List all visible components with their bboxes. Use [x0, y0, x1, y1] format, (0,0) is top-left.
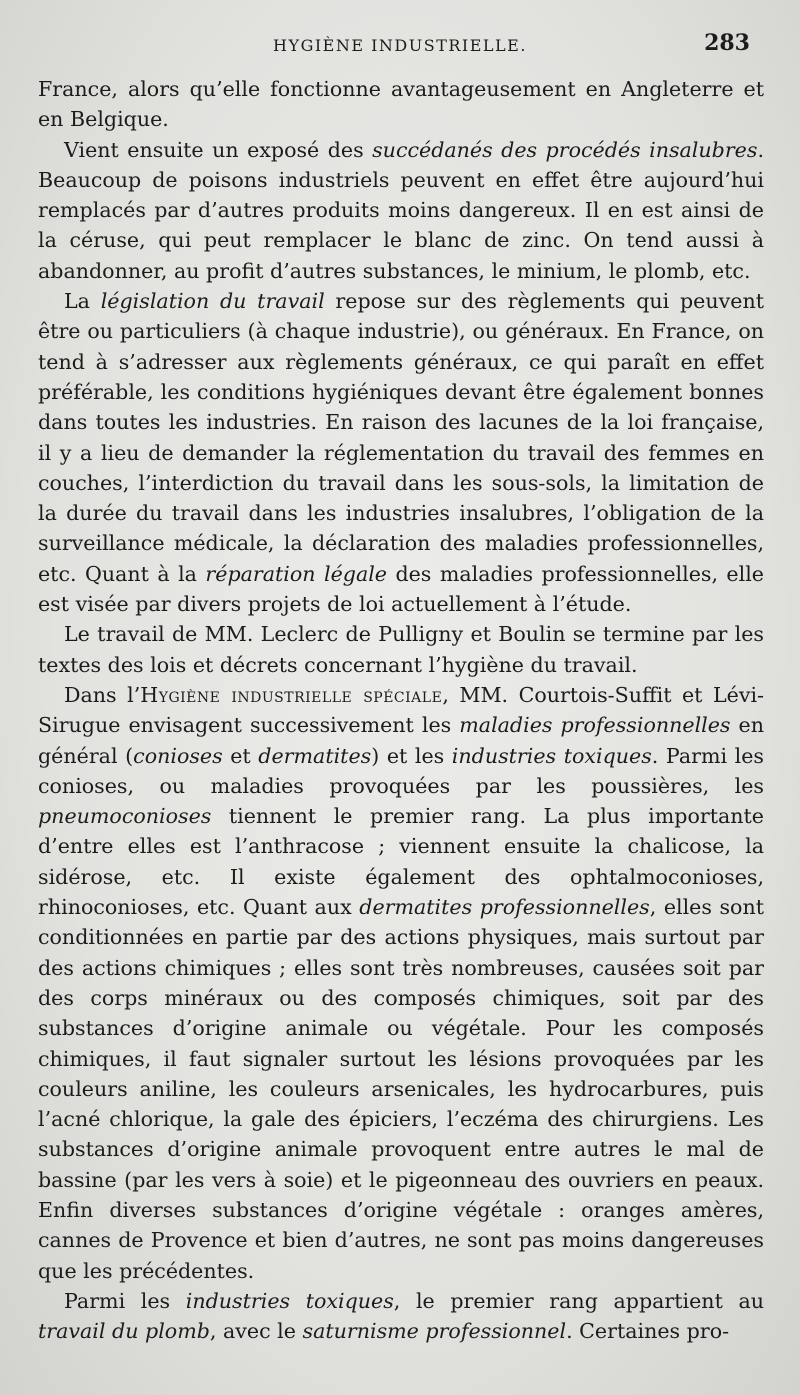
text-run: , avec le	[209, 1319, 303, 1344]
italic-run: dermatites professionnelles	[359, 895, 650, 920]
text-run: . Beaucoup de poisons industriels peuvent en effet être aujourd’hui remplacés par d’autres produits moins dangereux. Il en est ainsi de la céruse, qui peut remplacer le blanc de zinc. On tend aussi à abandonner, au profit d’autres substances, le minium, le plomb, etc.	[38, 137, 764, 283]
text-run: La	[64, 289, 101, 314]
italic-run: travail du plomb	[38, 1319, 210, 1344]
text-run: en général (	[38, 713, 765, 768]
text-run: Vient ensuite un exposé des	[64, 137, 373, 162]
italic-run: industries toxiques	[185, 1288, 394, 1313]
italic-run: succédanés des procédés insalubres	[372, 137, 758, 162]
page-number: 283	[704, 30, 750, 56]
body-text	[38, 74, 764, 1346]
text-run: , le premier rang appartient au	[393, 1288, 765, 1313]
italic-run: dermatites	[258, 743, 372, 768]
text-run: tiennent le premier rang. La plus importante d’entre elles est l’anthracose ; viennent ensuite la chalicose, la sidérose, etc. Il existe également des ophtalmoconioses, rhinoconioses, etc. Quant aux	[38, 804, 764, 920]
text-run: . Parmi les conioses, ou maladies provoquées par les poussières, les	[38, 743, 764, 798]
italic-run: saturnisme professionnel	[302, 1319, 567, 1344]
paragraph-1	[38, 74, 764, 135]
small-caps-run: Hygiène industrielle spéciale	[140, 682, 443, 707]
italic-run: législation du travail	[100, 289, 325, 314]
text-run: Dans l’	[64, 682, 141, 707]
italic-run: pneumoconioses	[38, 804, 212, 829]
text-run: repose sur des règlements qui peuvent être ou particuliers (à chaque industrie), ou généraux. En France, on tend à s’adresser aux règlements généraux, ce qui paraît en effet préférable, les conditions hygiéniques devant être également bonnes dans toutes les industries. En raison des lacunes de la loi française, il y a lieu de demander la réglementation du travail des femmes en couches, l’interdiction du travail dans les sous-sols, la limitation de la durée du travail dans les industries insalubres, l’obligation de la surveillance médicale, la déclaration des maladies professionnelles, etc. Quant à la	[38, 289, 764, 586]
paragraph-6	[38, 1286, 764, 1347]
text-run: . Certaines pro-	[566, 1319, 730, 1344]
page-header	[40, 30, 760, 66]
paragraph-2	[38, 135, 764, 286]
paragraph-4	[38, 619, 764, 680]
text-run: des maladies professionnelles, elle est visée par divers projets de loi actuellement à l’étude.	[38, 561, 764, 617]
italic-run: maladies professionnelles	[459, 713, 731, 738]
paragraph-1-text: France, alors qu’elle fonctionne avantageusement en Angleterre et en Belgique.	[38, 77, 764, 132]
text-run: , MM. Courtois-Suffit et Lévi-Sirugue envisagent successivement les	[38, 682, 764, 738]
running-title: HYGIÈNE INDUSTRIELLE.	[273, 36, 527, 55]
paragraph-5	[38, 680, 764, 1286]
text-run: , elles sont conditionnées en partie par des actions physiques, mais surtout par des actions chimiques ; elles sont très nombreuses, causées soit par des corps minéraux ou des composés chimiques, soit par des substances d’origine animale ou végétale. Pour les composés chimiques, il faut signaler surtout les lésions provoquées par les couleurs aniline, les couleurs arsenicales, les hydrocarbures, puis l’acné chlorique, la gale des épiciers, l’eczéma des chirurgiens. Les substances d’origine animale provoquent entre autres le mal de bassine (par les vers à soie) et le pigeonneau des ouvriers en peaux. Enfin diverses substances d’origine végétale : oranges amères, cannes de Provence et bien d’autres, ne sont pas moins dangereuses que les précédentes.	[38, 895, 764, 1283]
text-run: et	[222, 743, 259, 768]
paragraph-4-text: Le travail de MM. Leclerc de Pulligny et Boulin se termine par les textes des lois et décrets concernant l’hygiène du travail.	[38, 622, 764, 677]
italic-run: industries toxiques	[451, 743, 652, 768]
italic-run: conioses	[133, 743, 223, 768]
text-run: Parmi les	[64, 1288, 186, 1313]
paragraph-3	[38, 286, 764, 619]
text-run: ) et les	[371, 743, 452, 768]
italic-run: réparation légale	[205, 561, 387, 586]
